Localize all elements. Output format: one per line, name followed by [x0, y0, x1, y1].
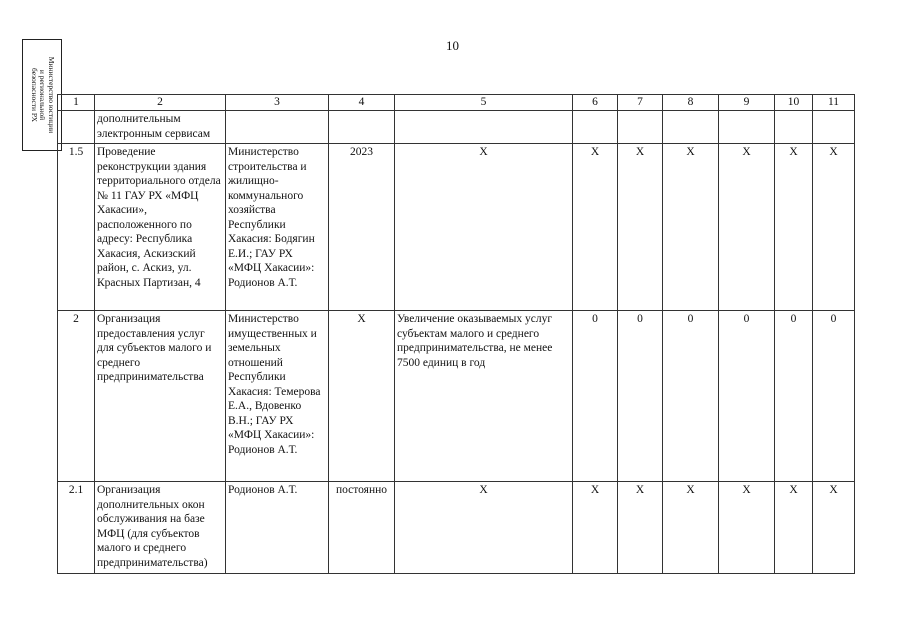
- table-cell: Х: [573, 144, 618, 311]
- page-number: 10: [446, 38, 459, 53]
- stamp-line: безопасности РХ: [29, 68, 39, 122]
- table-cell: 2023: [329, 144, 395, 311]
- table-cell: Родионов А.Т.: [226, 482, 329, 574]
- table-row: [58, 311, 855, 482]
- table-cell: дополнительным электронным сервисам: [95, 111, 226, 144]
- column-number: 9: [719, 95, 775, 111]
- table-cell: [618, 111, 663, 144]
- table-cell: 0: [775, 311, 813, 482]
- table-cell: Увеличение оказываемых услуг субъектам малого и среднего предпринимательства, не менее 7500 единиц в год: [395, 311, 573, 482]
- column-number: 11: [813, 95, 855, 111]
- table-cell: [775, 111, 813, 144]
- table-cell: постоянно: [329, 482, 395, 574]
- table-cell: Министерство строительства и жилищно-коммунального хозяйства Республики Хакасия: Бодягин Е.И.; ГАУ РХ «МФЦ Хакасии»: Родионов А.Т.: [226, 144, 329, 311]
- ministry-stamp: [22, 39, 62, 151]
- table-cell: Х: [719, 482, 775, 574]
- table-cell: Х: [663, 144, 719, 311]
- stamp-line: Министерство юстиции: [46, 56, 56, 134]
- table-cell: 0: [813, 311, 855, 482]
- table-row: [58, 482, 855, 574]
- table-cell: Х: [329, 311, 395, 482]
- table-row: [58, 111, 855, 144]
- plan-table: [57, 94, 855, 574]
- table-cell: Х: [395, 144, 573, 311]
- table-cell: 0: [573, 311, 618, 482]
- table-cell: Организация предоставления услуг для субъектов малого и среднего предпринимательства: [95, 311, 226, 482]
- column-number-row: [58, 95, 855, 111]
- column-number: 8: [663, 95, 719, 111]
- table-cell: Х: [618, 482, 663, 574]
- table-cell: [329, 111, 395, 144]
- column-number: 10: [775, 95, 813, 111]
- table-cell: 0: [719, 311, 775, 482]
- table-cell: 2: [58, 311, 95, 482]
- stamp-text: [29, 40, 55, 150]
- table-cell: Х: [618, 144, 663, 311]
- table-cell: 1.5: [58, 144, 95, 311]
- column-number: 1: [58, 95, 95, 111]
- table-cell: [395, 111, 573, 144]
- table-cell: 0: [618, 311, 663, 482]
- table-cell: Х: [813, 482, 855, 574]
- stamp-line: и региональной: [38, 69, 48, 121]
- table-cell: Х: [573, 482, 618, 574]
- column-number: 4: [329, 95, 395, 111]
- column-number: 5: [395, 95, 573, 111]
- table-cell: Х: [775, 482, 813, 574]
- table-cell: Организация дополнительных окон обслуживания на базе МФЦ (для субъектов малого и среднего предпринимательства): [95, 482, 226, 574]
- table-cell: [58, 111, 95, 144]
- column-number: 3: [226, 95, 329, 111]
- table-cell: Х: [813, 144, 855, 311]
- table-cell: [813, 111, 855, 144]
- table-cell: Министерство имущественных и земельных отношений Республики Хакасия: Темерова Е.А., Вдовенко В.Н.; ГАУ РХ «МФЦ Хакасии»: Родионов А.Т.: [226, 311, 329, 482]
- table-cell: [663, 111, 719, 144]
- table-cell: Х: [719, 144, 775, 311]
- table-cell: 0: [663, 311, 719, 482]
- column-number: 2: [95, 95, 226, 111]
- table-cell: [719, 111, 775, 144]
- table-cell: Проведение реконструкции здания территориального отдела № 11 ГАУ РХ «МФЦ Хакасии», расположенного по адресу: Республика Хакасия, Аскизский район, с. Аскиз, ул. Красных Партизан, 4: [95, 144, 226, 311]
- table-row: [58, 144, 855, 311]
- table-cell: 2.1: [58, 482, 95, 574]
- table-cell: Х: [663, 482, 719, 574]
- table-cell: Х: [775, 144, 813, 311]
- table-cell: [226, 111, 329, 144]
- column-number: 6: [573, 95, 618, 111]
- table-cell: Х: [395, 482, 573, 574]
- table-cell: [573, 111, 618, 144]
- column-number: 7: [618, 95, 663, 111]
